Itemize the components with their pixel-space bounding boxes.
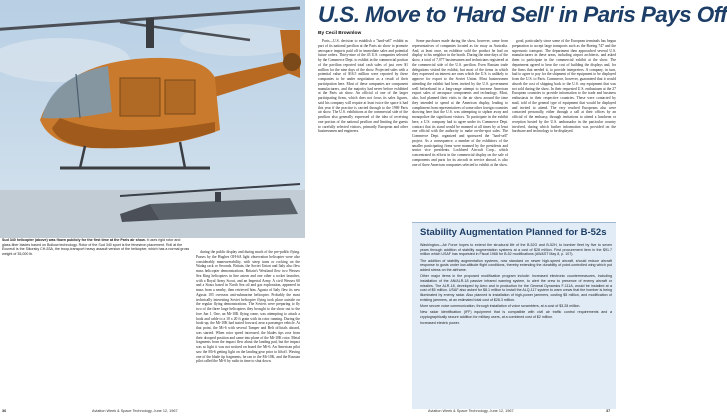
article-column-1 bbox=[318, 39, 408, 408]
photo-caption bbox=[2, 238, 190, 256]
left-page-text: during the public display and during much of the pre-public flying. Passes by the Hughes OH-6A light observation helicopter were also considerably maneuverability, with steep turns or rocking on the Wadag rack or Seconds. Britain, the Soviet Union and Italy also flew mass helicopter demonstrations. Britain's Westland flew two Wessex Sea King helicopters in line astern and one other a rocket launcher, with a Royal Army Scout, and an Imperial Army. A civil Wessex 60 and a Sioux based in North Sea oil and gas exploration, appeared in mass from a nearby, then retrieved him. Agusta of Italy flew its new Agusta 105 overseas anti-submarine helicopter. Probably the most technically interesting Soviet helicopter flying took place outside on the regular flying demonstrations. The Soviets were preparing to fly two of the three large helicopters they brought to the show out to the fore Jun 1. One, an Mi-10K flying crane, was attempting to attach a hook and cable to a 10 x 20 ft grain with its rotor running. During the hook-up, the Mi-10K had taxied forward, near a passenger vehicle. At that point, the Mi-6 with several Tamper and Belt officials aboard, was started. When rotor speed increased, the blades tips rose from their drooped position and came into plane of the Mi-10K rotor. Metal fragments from the impact flew about the landing pad, but the impact was so light it was not noticed on board the Mi-6. An American pilot saw the Mi-6 getting light on the landing gear prior to liftoff. Waving one of the blade tip fragments, he ran to the Mi-10K, and the Russian pilot called the Mi-6 by radio in time to shut down. bbox=[196, 250, 300, 364]
helicopter-illustration bbox=[0, 0, 305, 238]
article-column-3 bbox=[512, 39, 616, 223]
right-page-number: 37 bbox=[606, 409, 611, 413]
article-column-2 bbox=[412, 39, 508, 223]
left-page-number: 36 bbox=[2, 409, 7, 413]
article-text-2: Some purchases made during the show, however, came from representatives of companies located as far away as Australia. And, at least once, an exhibitor sold the product he had on display to his neighbor in the booth. During the nine days of the show, a total of 7,077 businessmen and technicians registered at the commercial side of the U.S. pavilion. Even Russian trade delegations visited the exhibit, but most of the items in which they expressed an interest are ones which the U.S. is unlikely to approve for export to the Soviet Union. Most businessmen attending the exhibit had been invited by the U.S. government well beforehand in a long-range attempt to increase American export sales of aerospace components and technology. Most, also, had planned their visits to the air show around the time they intended to spend at the American display, leading to compliment from representatives of some other foreign countries showing here that the U.S. was attempting to siphon away and monopolize the significant visitors. To participate in the exhibit here, a U.S. company had to agree under its Commerce Dept. contract that its stand would be manned at all times by at least one official with the authority to make on-the-spot sales. The Commerce Dept. organized and sponsored the "hard-sell" project. As a consequence, a number of the exhibitors of the smaller participating firms were manned by the presidents and senior vice presidents. Lockheed Aircraft Corp., which concentrated its efforts in the commercial display on the sale of components and parts for its aircraft in service abroad, is also one of three American companies selected to exhibit at the show. bbox=[412, 39, 508, 167]
sidebar-body bbox=[420, 243, 612, 327]
left-publication-line: Aviation Week & Space Technology, June 12, 1967 bbox=[92, 409, 178, 413]
sidebar-title: Stability Augmentation Planned for B-52s bbox=[420, 227, 607, 238]
sidebar-box bbox=[412, 222, 616, 409]
caption-text: It uses rigid rotor and glass-fiber blades based on Bolkow technology. Rotor of the Sud 340 sport is the fenestron placement. Roll at the Ecureuil is the Sikorsky CH-53A, the troop-transport heavy assault version of the helicopter, which has a normal gross weight of 35,000 lb. bbox=[2, 238, 190, 256]
helicopter-photo bbox=[0, 0, 305, 238]
article-text-3: good, particularly since some of the European terminals has begun preparation to accept large transports such as the Boeing 747 and the supersonic transport. The department then approached several U.S. manufacturers in these areas, including airport architects, and asked them to participate in the commercial exhibit at the show. The department agreed to bear the cost of building the displays and, for the firms that needed it, to provide interpreters. A company, in turn, had to agree to pay for the shipment of the equipment to be displayed from the U.S. to Paris. Commerce, however, guaranteed that it would absorb the cost of shipping back to the U.S. any equipment that was not sold during the show. In their requested U.S. enthusiasm at the 27 European countries to provide information to the trade and business enthusiasts in their respective countries. These were contacted by mail, told of the general type of equipment that would be displayed and invited to attend. The very reached Europeans also were contacted personally, either through a call at their offices by an official of the embassy, through invitations to attend a luncheon or reception hosted by the U.S. ambassador in the particular country involved, during which further information was provided on the hardware and technology to be displayed. bbox=[512, 39, 616, 134]
sidebar-paragraph: Other major items in the proposed modification program include: Increased electronic countermeasures, including installation of the AN/ALR-18 passive infrared warning system, to alert the crew to presence of enemy aircraft or missiles. The ALR-18, developed by Aero and in production for the General Dynamics F-111A, would be installed at a cost of $5 million. USAF also asked for $8.1 million to install the ALQ-117 system to warn crews that the bomber is being illuminated by enemy radar. Also planned is installation of high-power jammers, costing $5 million, and modification of existing jammers, at an estimated total cost of $28.3 million. bbox=[420, 274, 612, 302]
sidebar-paragraph: The addition of stability augmentation systems, now standard on newer high-speed aircraft, should reduce aircraft response to gusts under low-altitude flight conditions, thereby extending the durability of point-controlled wing which put added stress on the airframe. bbox=[420, 258, 612, 273]
right-publication-line: Aviation Week & Space Technology, June 12, 1967 bbox=[428, 409, 514, 413]
sidebar-paragraph: More secure voice communication, through installation of voice scramblers, at a cost of $3.28 million. bbox=[420, 303, 581, 308]
sidebar-paragraph: Increased electric power. bbox=[420, 321, 460, 326]
article-text-1: Paris—U.S. decision to establish a "hard-sell" exhibit as part of its national pavilion at the Paris air show to promote aerospace imports paid off in immediate sales and potential future orders. Thirty-nine of the 43 U.S. companies selected by the Commerce Dept. to exhibit in the commercial portion of the pavilion reported total cash sales of just over $1 million for the nine days of the show. Projected sales with a potential value of $16.5 million were reported by these companies to be under negotiation as a result of their participation here. Most of these companies are component manufacturers, and the majority had never before exhibited at the Paris air show. An official of one of the larger participating firms, which does not focus its sales figures, said his company will require at least twice the space it had this year if the practice is carried through to the 1969 Paris air show. The U.S. exhibitions at the commercial side of the pavilion also generally expressed of the idea of receiving one portion of the national pavilion and limiting the guests to carefully selected visitors, primarily European and other businessmen and engineers. bbox=[318, 39, 408, 134]
article-byline: By Cecil Brownlow bbox=[318, 31, 362, 36]
article-headline: U.S. Move to 'Hard Sell' in Paris Pays Off bbox=[318, 2, 727, 27]
caption-lead: Sud 340 helicopter (above) was flown publicly for the first time at the Paris air show. bbox=[2, 238, 146, 242]
sidebar-paragraph: Washington—Air Force hopes to extend the structural life of the B-52G and B-52H, to bomber fleet by five to seven years through addition of stability augmentation systems at a cost of $28 million. First procurement item in the $91.7 million which USAF has requested in Fiscal 1968 for B-52 modifications (AW&ST May 8, p. 107). bbox=[420, 243, 612, 257]
sidebar-paragraph: New radar identification (IFF) equipment that is compatible with civil air traffic control requirements and a cryptographically secure addition for military users, at a combined cost of $2 million. bbox=[420, 310, 612, 319]
left-page-column bbox=[196, 250, 300, 408]
